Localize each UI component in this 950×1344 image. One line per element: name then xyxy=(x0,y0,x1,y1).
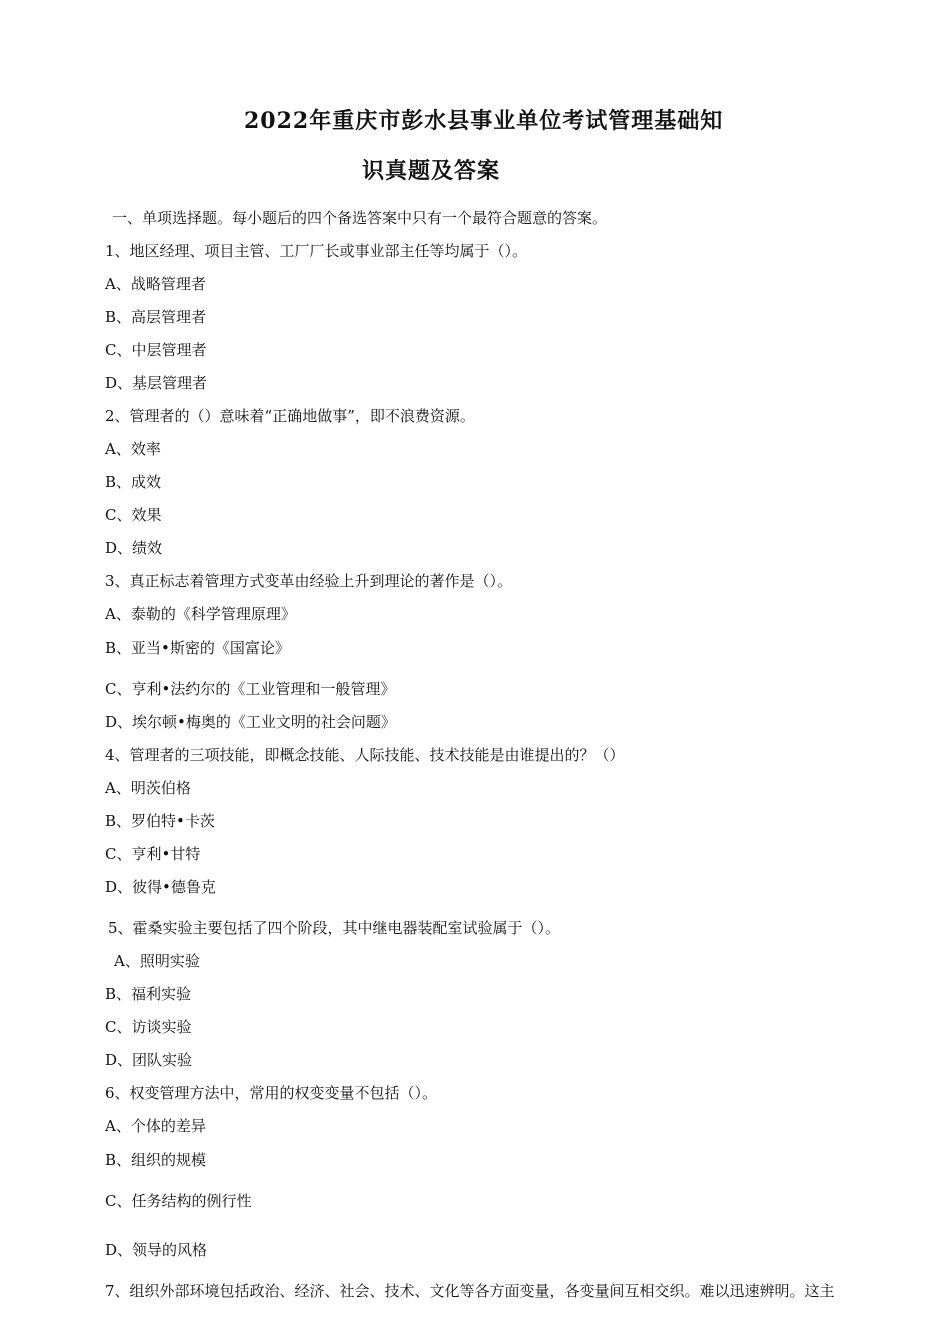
section-heading: 一、单项选择题。每小题后的四个备选答案中只有一个最符合题意的答案。 xyxy=(112,209,608,227)
answer-option: A、泰勒的《科学管理原理》 xyxy=(105,605,296,623)
document-title-line-2: 识真题及答案 xyxy=(362,158,501,184)
answer-option: A、明茨伯格 xyxy=(105,779,191,797)
question-stem: 1、地区经理、项目主管、工厂厂长或事业部主任等均属于（）。 xyxy=(105,242,528,260)
answer-option: D、埃尔顿•梅奥的《工业文明的社会问题》 xyxy=(105,713,396,731)
answer-option: D、彼得•德鲁克 xyxy=(105,878,216,896)
answer-option: B、福利实验 xyxy=(105,985,192,1003)
answer-option: D、绩效 xyxy=(105,539,163,557)
answer-option: D、基层管理者 xyxy=(105,374,208,392)
answer-option: B、成效 xyxy=(105,473,162,491)
answer-option: A、个体的差异 xyxy=(105,1117,206,1135)
answer-option: B、高层管理者 xyxy=(105,308,207,326)
answer-option: B、组织的规模 xyxy=(105,1151,207,1169)
question-stem: 5、霍桑实验主要包括了四个阶段，其中继电器装配室试验属于（）。 xyxy=(108,919,561,937)
answer-option: C、亨利•甘特 xyxy=(105,845,201,863)
question-stem: 6、权变管理方法中，常用的权变变量不包括（）。 xyxy=(105,1084,438,1102)
question-stem: 3、真正标志着管理方式变革由经验上升到理论的著作是（）。 xyxy=(105,572,513,590)
answer-option: C、效果 xyxy=(105,506,162,524)
answer-option: A、效率 xyxy=(105,440,161,458)
question-stem: 4、管理者的三项技能，即概念技能、人际技能、技术技能是由谁提出的？（） xyxy=(105,746,625,764)
question-stem: 7、组织外部环境包括政治、经济、社会、技术、文化等各方面变量，各变量间互相交织。难以迅速辨明。这主 xyxy=(105,1282,835,1300)
answer-option: D、团队实验 xyxy=(105,1051,193,1069)
answer-option: B、亚当•斯密的《国富论》 xyxy=(105,639,290,657)
question-stem: 2、管理者的（）意味着“正确地做事”，即不浪费资源。 xyxy=(105,407,475,425)
answer-option: A、战略管理者 xyxy=(105,275,206,293)
answer-option: C、访谈实验 xyxy=(105,1018,192,1036)
answer-option: C、亨利•法约尔的《工业管理和一般管理》 xyxy=(105,680,396,698)
document-title-line-1: 2022年重庆市彭水县事业单位考试管理基础知 xyxy=(244,108,724,134)
answer-option: B、罗伯特•卡茨 xyxy=(105,812,215,830)
answer-option: C、中层管理者 xyxy=(105,341,207,359)
answer-option: D、领导的风格 xyxy=(105,1241,208,1259)
answer-option: A、照明实验 xyxy=(114,952,200,970)
answer-option: C、任务结构的例行性 xyxy=(105,1192,252,1210)
